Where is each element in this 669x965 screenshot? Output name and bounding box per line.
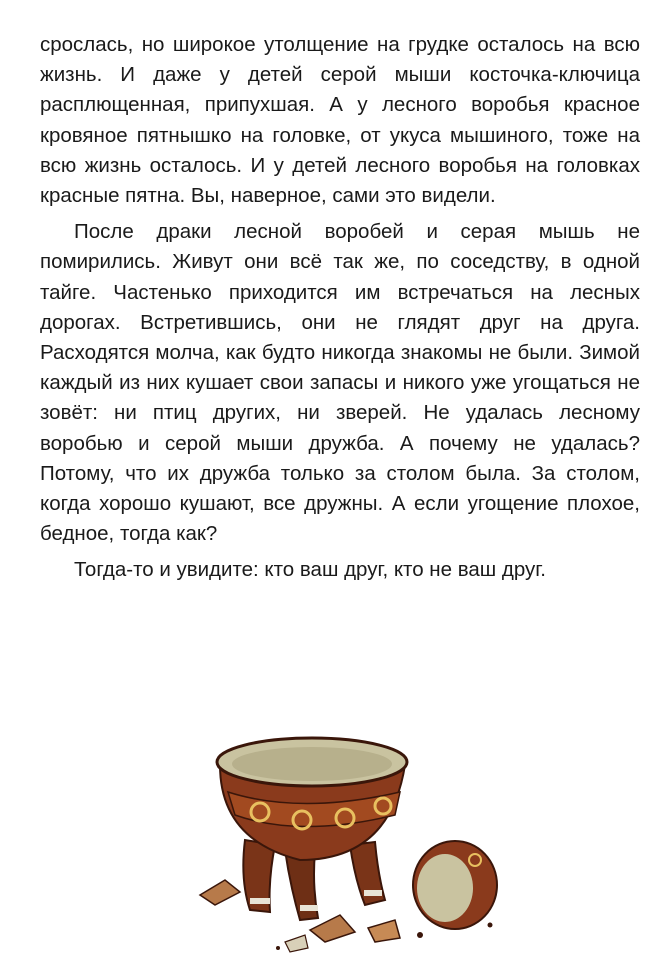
- paragraph-1: срослась, но широкое утолщение на грудке осталось на всю жизнь. И даже у детей серой мыши косточка-ключица расплющенная, припухшая. А у лесного воробья красное кровяное пятнышко на головке, от укуса мышиного, тоже на всю жизнь осталось. И у детей лесного воробья на головках красные пятна. Вы, наверное, сами это видели.: [40, 33, 640, 208]
- story-text: [40, 30, 640, 586]
- clay-bowl-icon: [190, 720, 510, 960]
- broken-bowl-illustration: [190, 720, 510, 960]
- paragraph-2: После драки лесной воробей и серая мышь не помирились. Живут они всё так же, по соседству, в одной тайге. Частенько приходится им встречаться на лесных дорогах. Встретившись, они не глядят друг на друга. Расходятся молча, как будто никогда знакомы не были. Зимой каждый из них кушает свои запасы и никого уже угощаться не зовёт: ни птиц других, ни зверей. Не удалась лесному воробью и серой мыши дружба. А почему не удалась? Потому, что их дружба только за столом была. За столом, когда хорошо кушают, все дружны. А если угощение плохое, бедное, тогда как?: [40, 220, 640, 546]
- paragraph-3: Тогда-то и увидите: кто ваш друг, кто не ваш друг.: [74, 558, 546, 582]
